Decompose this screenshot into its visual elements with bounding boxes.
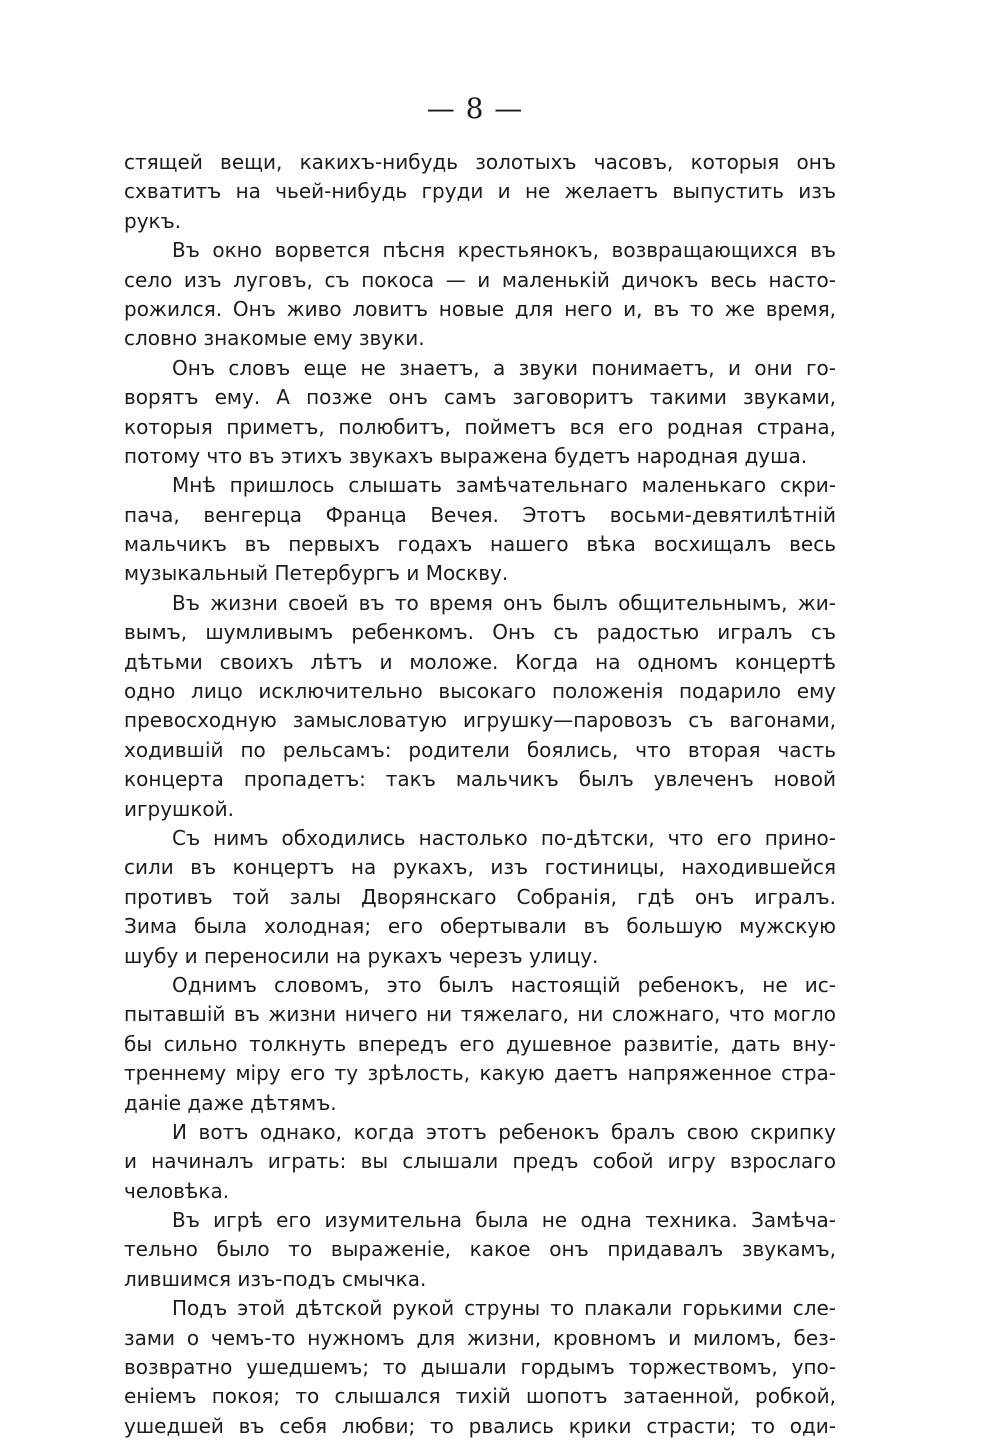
text-line: музыкальный Петербургъ и Москву. <box>124 561 509 586</box>
text-line: одно лицо исключительно высокаго положенія подарило ему <box>124 679 836 704</box>
text-line: человѣка. <box>124 1178 230 1203</box>
text-line: игрушкой. <box>124 796 235 821</box>
text-line: возвратно ушедшемъ; то дышали гордымъ торжествомъ, упо- <box>124 1355 836 1380</box>
text-line: еніемъ покоя; то слышался тихій шопотъ затаенной, робкой, <box>124 1384 836 1409</box>
text-line: треннему міру его ту зрѣлость, какую даетъ напряженное стра- <box>124 1061 836 1086</box>
text-line: шубу и переносили на рукахъ черезъ улицу. <box>124 943 599 968</box>
text-line: тельно было то выраженіе, какое онъ придавалъ звукамъ, <box>124 1237 836 1262</box>
text-line: потому что въ этихъ звукахъ выражена будетъ народная душа. <box>124 443 808 468</box>
text-line: схватитъ на чьей-нибудь груди и не желаетъ выпустить изъ <box>124 179 836 204</box>
text-line: Въ окно ворвется пѣсня крестьянокъ, возвращающихся въ <box>172 238 836 263</box>
text-line: ушедшей въ себя любви; то рвались крики страсти; то оди- <box>124 1413 836 1438</box>
text-line: дѣтьми своихъ лѣтъ и моложе. Когда на одномъ концертѣ <box>124 649 836 674</box>
text-line: село изъ луговъ, съ покоса — и маленькій дичокъ весь насто- <box>124 267 836 292</box>
text-line: превосходную замысловатую игрушку—паровозъ съ вагонами, <box>124 708 836 733</box>
text-line: ворятъ ему. А позже онъ самъ заговоритъ такими звуками, <box>124 385 836 410</box>
text-line: и начиналъ играть: вы слышали предъ собой игру взрослаго <box>124 1149 836 1174</box>
text-line: которыя приметъ, полюбитъ, пойметъ вся его родная страна, <box>124 414 836 439</box>
text-line: Онъ словъ еще не знаетъ, а звуки понимаетъ, и они го- <box>172 355 836 380</box>
text-line: зами о чемъ-то нужномъ для жизни, кровномъ и миломъ, без- <box>124 1325 836 1350</box>
text-line: ходившій по рельсамъ: родители боялись, что вторая часть <box>124 737 836 762</box>
text-line: стящей вещи, какихъ-нибудь золотыхъ часовъ, которыя онъ <box>124 150 836 174</box>
text-line: Въ жизни своей въ то время онъ былъ общительнымъ, жи- <box>172 590 836 615</box>
text-line: сили въ концертъ на рукахъ, изъ гостиницы, находившейся <box>124 855 836 880</box>
text-line: И вотъ однако, когда этотъ ребенокъ бралъ свою скрипку <box>172 1119 836 1144</box>
text-line: бы сильно толкнуть впередъ его душевное развитіе, дать вну- <box>124 1031 836 1056</box>
text-line: мальчикъ въ первыхъ годахъ нашего вѣка восхищалъ весь <box>124 532 836 557</box>
text-line: пача, венгерца Франца Вечея. Этотъ восьми-девятилѣтній <box>124 502 836 527</box>
text-line: даніе даже дѣтямъ. <box>124 1090 337 1115</box>
text-line: пытавшій въ жизни ничего ни тяжелаго, ни сложнаго, что могло <box>124 1002 836 1027</box>
text-line: лившимся изъ-подъ смычка. <box>124 1266 427 1291</box>
text-line: противъ той залы Дворянскаго Собранія, гдѣ онъ игралъ. <box>124 884 836 909</box>
text-line: концерта пропадетъ: такъ мальчикъ былъ увлеченъ новой <box>124 767 836 792</box>
text-line: Подъ этой дѣтской рукой струны то плакали горькими сле- <box>172 1296 836 1321</box>
text-line: вымъ, шумливымъ ребенкомъ. Онъ съ радостью игралъ съ <box>124 620 836 645</box>
text-line: рукъ. <box>124 208 182 233</box>
text-line: Съ нимъ обходились настолько по-дѣтски, что его прино- <box>172 825 836 850</box>
page-number: — 8 — <box>426 92 524 125</box>
text-line: Въ игрѣ его изумительна была не одна техника. Замѣча- <box>172 1208 836 1233</box>
text-line: Зима была холодная; его обертывали въ большую мужскую <box>124 914 836 939</box>
text-line: словно знакомые ему звуки. <box>124 326 425 351</box>
text-line: рожился. Онъ живо ловитъ новые для него и, въ то же время, <box>124 296 836 321</box>
text-line: Однимъ словомъ, это былъ настоящій ребенокъ, не ис- <box>172 972 836 997</box>
body-text <box>124 148 836 1441</box>
text-line: Мнѣ пришлось слышать замѣчательнаго маленькаго скри- <box>172 473 836 498</box>
